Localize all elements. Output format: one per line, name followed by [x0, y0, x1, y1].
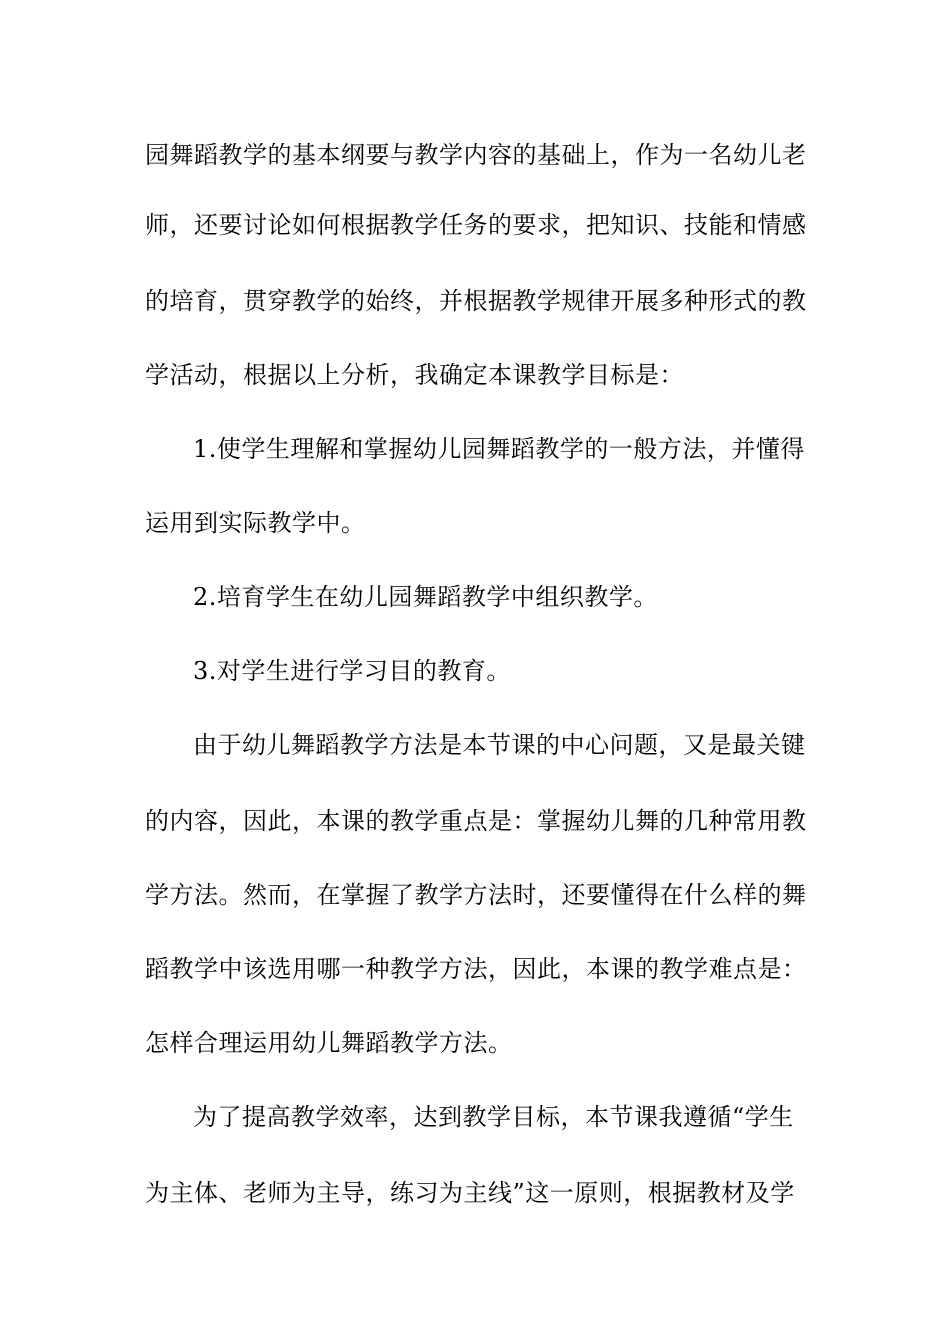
text-line: 师，还要讨论如何根据教学任务的要求，把知识、技能和情感 — [145, 211, 807, 239]
text-line: 的培育，贯穿教学的始终，并根据教学规律开展多种形式的教 — [145, 287, 807, 315]
text-line: 园舞蹈教学的基本纲要与教学内容的基础上，作为一名幼儿老 — [145, 141, 807, 169]
text-line: 为主体、老师为主导，练习为主线”这一原则，根据教材及学 — [145, 1179, 795, 1207]
text-line: 运用到实际教学中。 — [145, 509, 366, 537]
list-item-1: 1.使学生理解和掌握幼儿园舞蹈教学的一般方法，并懂得 — [193, 435, 805, 463]
list-item-3: 3.对学生进行学习目的教育。 — [193, 657, 511, 685]
text-line: 的内容，因此，本课的教学重点是：掌握幼儿舞的几种常用教 — [145, 807, 807, 835]
text-line: 学方法。然而，在掌握了教学方法时，还要懂得在什么样的舞 — [145, 881, 807, 909]
list-item-2: 2.培育学生在幼儿园舞蹈教学中组织教学。 — [193, 583, 658, 611]
text-line: 学活动，根据以上分析，我确定本课教学目标是： — [145, 361, 684, 389]
text-line: 怎样合理运用幼儿舞蹈教学方法。 — [145, 1029, 513, 1057]
paragraph-start: 由于幼儿舞蹈教学方法是本节课的中心问题，又是最关键 — [193, 731, 806, 759]
paragraph-start: 为了提高教学效率，达到教学目标，本节课我遵循“学生 — [193, 1103, 794, 1131]
text-line: 蹈教学中该选用哪一种教学方法，因此，本课的教学难点是： — [145, 955, 807, 983]
